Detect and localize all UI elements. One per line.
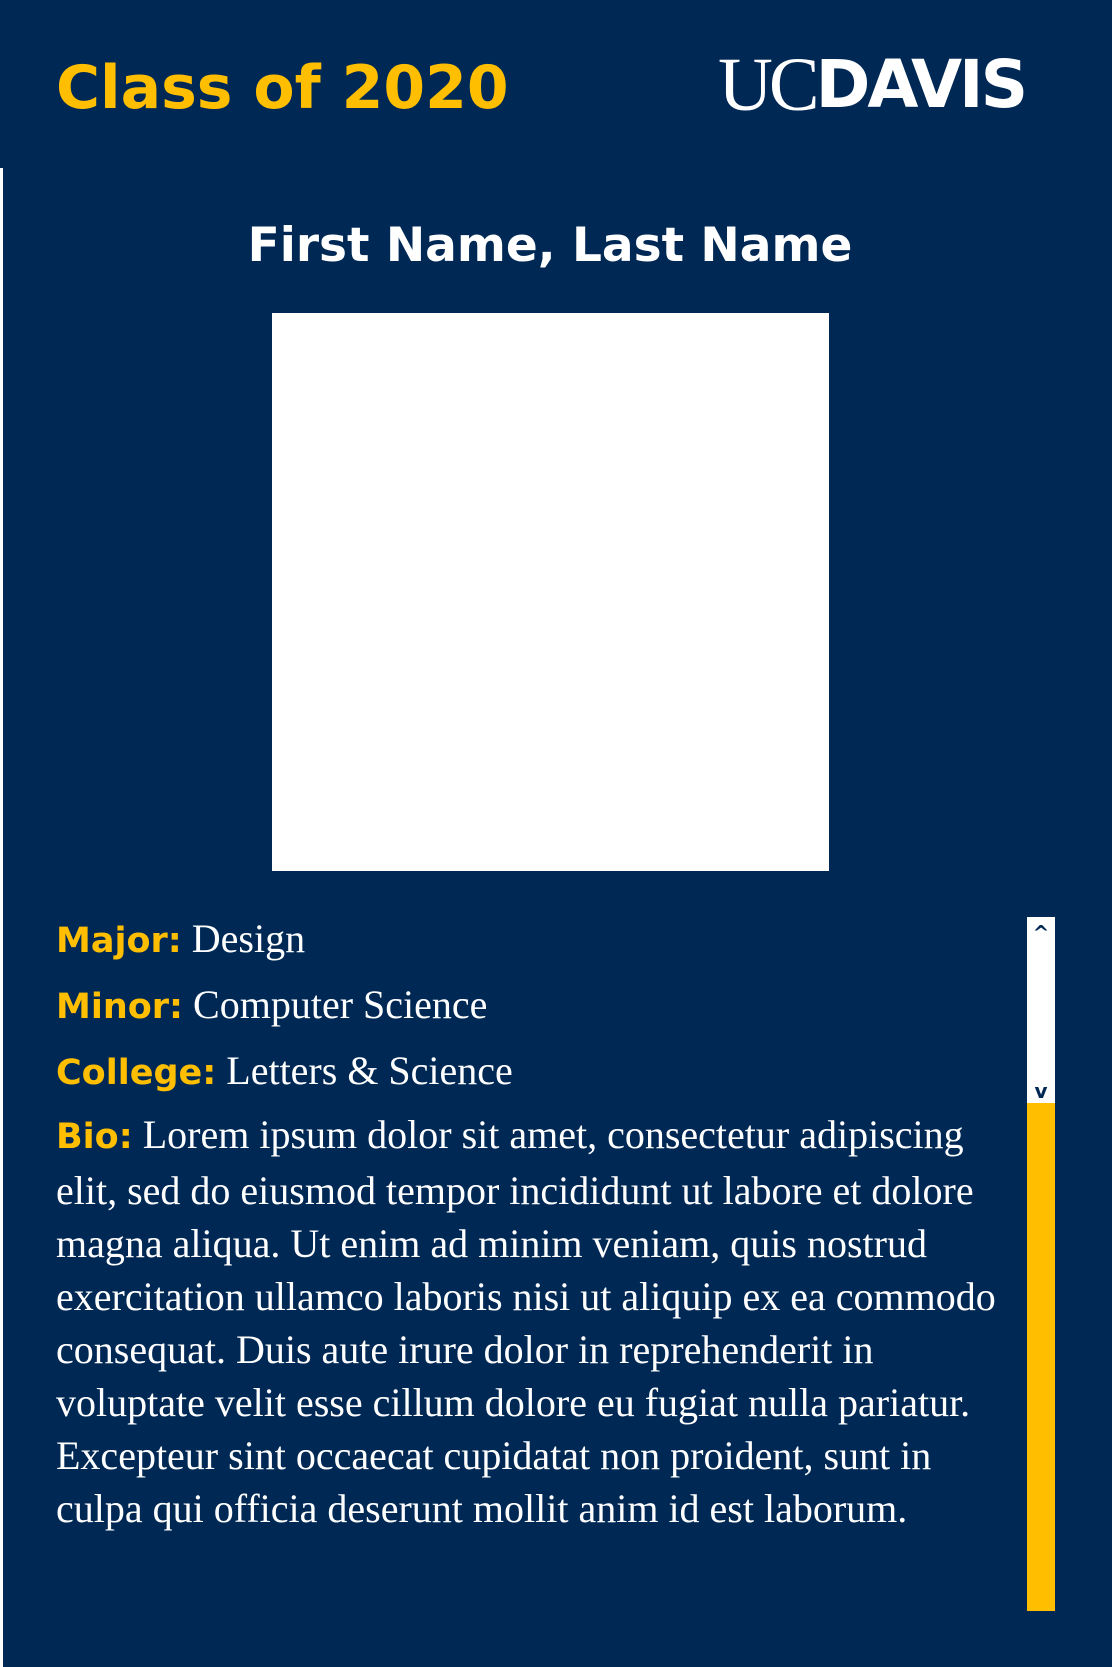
major-label: Major: (56, 921, 182, 961)
college-label: College: (56, 1053, 217, 1093)
photo-placeholder (272, 313, 829, 871)
class-title: Class of 2020 (56, 53, 509, 123)
college-row (56, 1040, 1016, 1106)
bio-scrollbar[interactable] (1027, 917, 1055, 1611)
details-panel (56, 908, 1016, 1535)
minor-row (56, 974, 1016, 1040)
bio-text: Lorem ipsum dolor sit amet, consectetur adipiscing elit, sed do eiusmod tempor incididunt ut labore et dolore magna aliqua. Ut enim ad minim veniam, quis nostrud exercitation ullamco laboris nisi ut aliquip ex ea commodo consequat. Duis aute irure dolor in reprehenderit in voluptate velit esse cillum dolore eu fugiat nulla pariatur. Excepteur sint occaecat cupidatat non proident, sunt in culpa qui officia deserunt mollit anim id est laborum. (56, 1112, 996, 1531)
minor-value: Computer Science (193, 982, 488, 1027)
college-value: Letters & Science (226, 1048, 513, 1093)
student-name: First Name, Last Name (247, 218, 853, 273)
major-row (56, 908, 1016, 974)
scrollbar-track-fill[interactable] (1027, 1103, 1055, 1611)
minor-label: Minor: (56, 987, 184, 1027)
uc-davis-logo (718, 43, 1026, 127)
caret-down-icon[interactable]: v (1034, 1079, 1048, 1103)
logo-davis-text: DAVIS (815, 46, 1026, 123)
caret-up-icon[interactable]: ^ (1032, 921, 1050, 945)
bio-label: Bio: (56, 1117, 133, 1157)
major-value: Design (191, 916, 306, 961)
bio-paragraph (56, 1108, 1016, 1535)
left-edge-divider (0, 168, 3, 1667)
logo-uc-text: UC (718, 43, 816, 127)
